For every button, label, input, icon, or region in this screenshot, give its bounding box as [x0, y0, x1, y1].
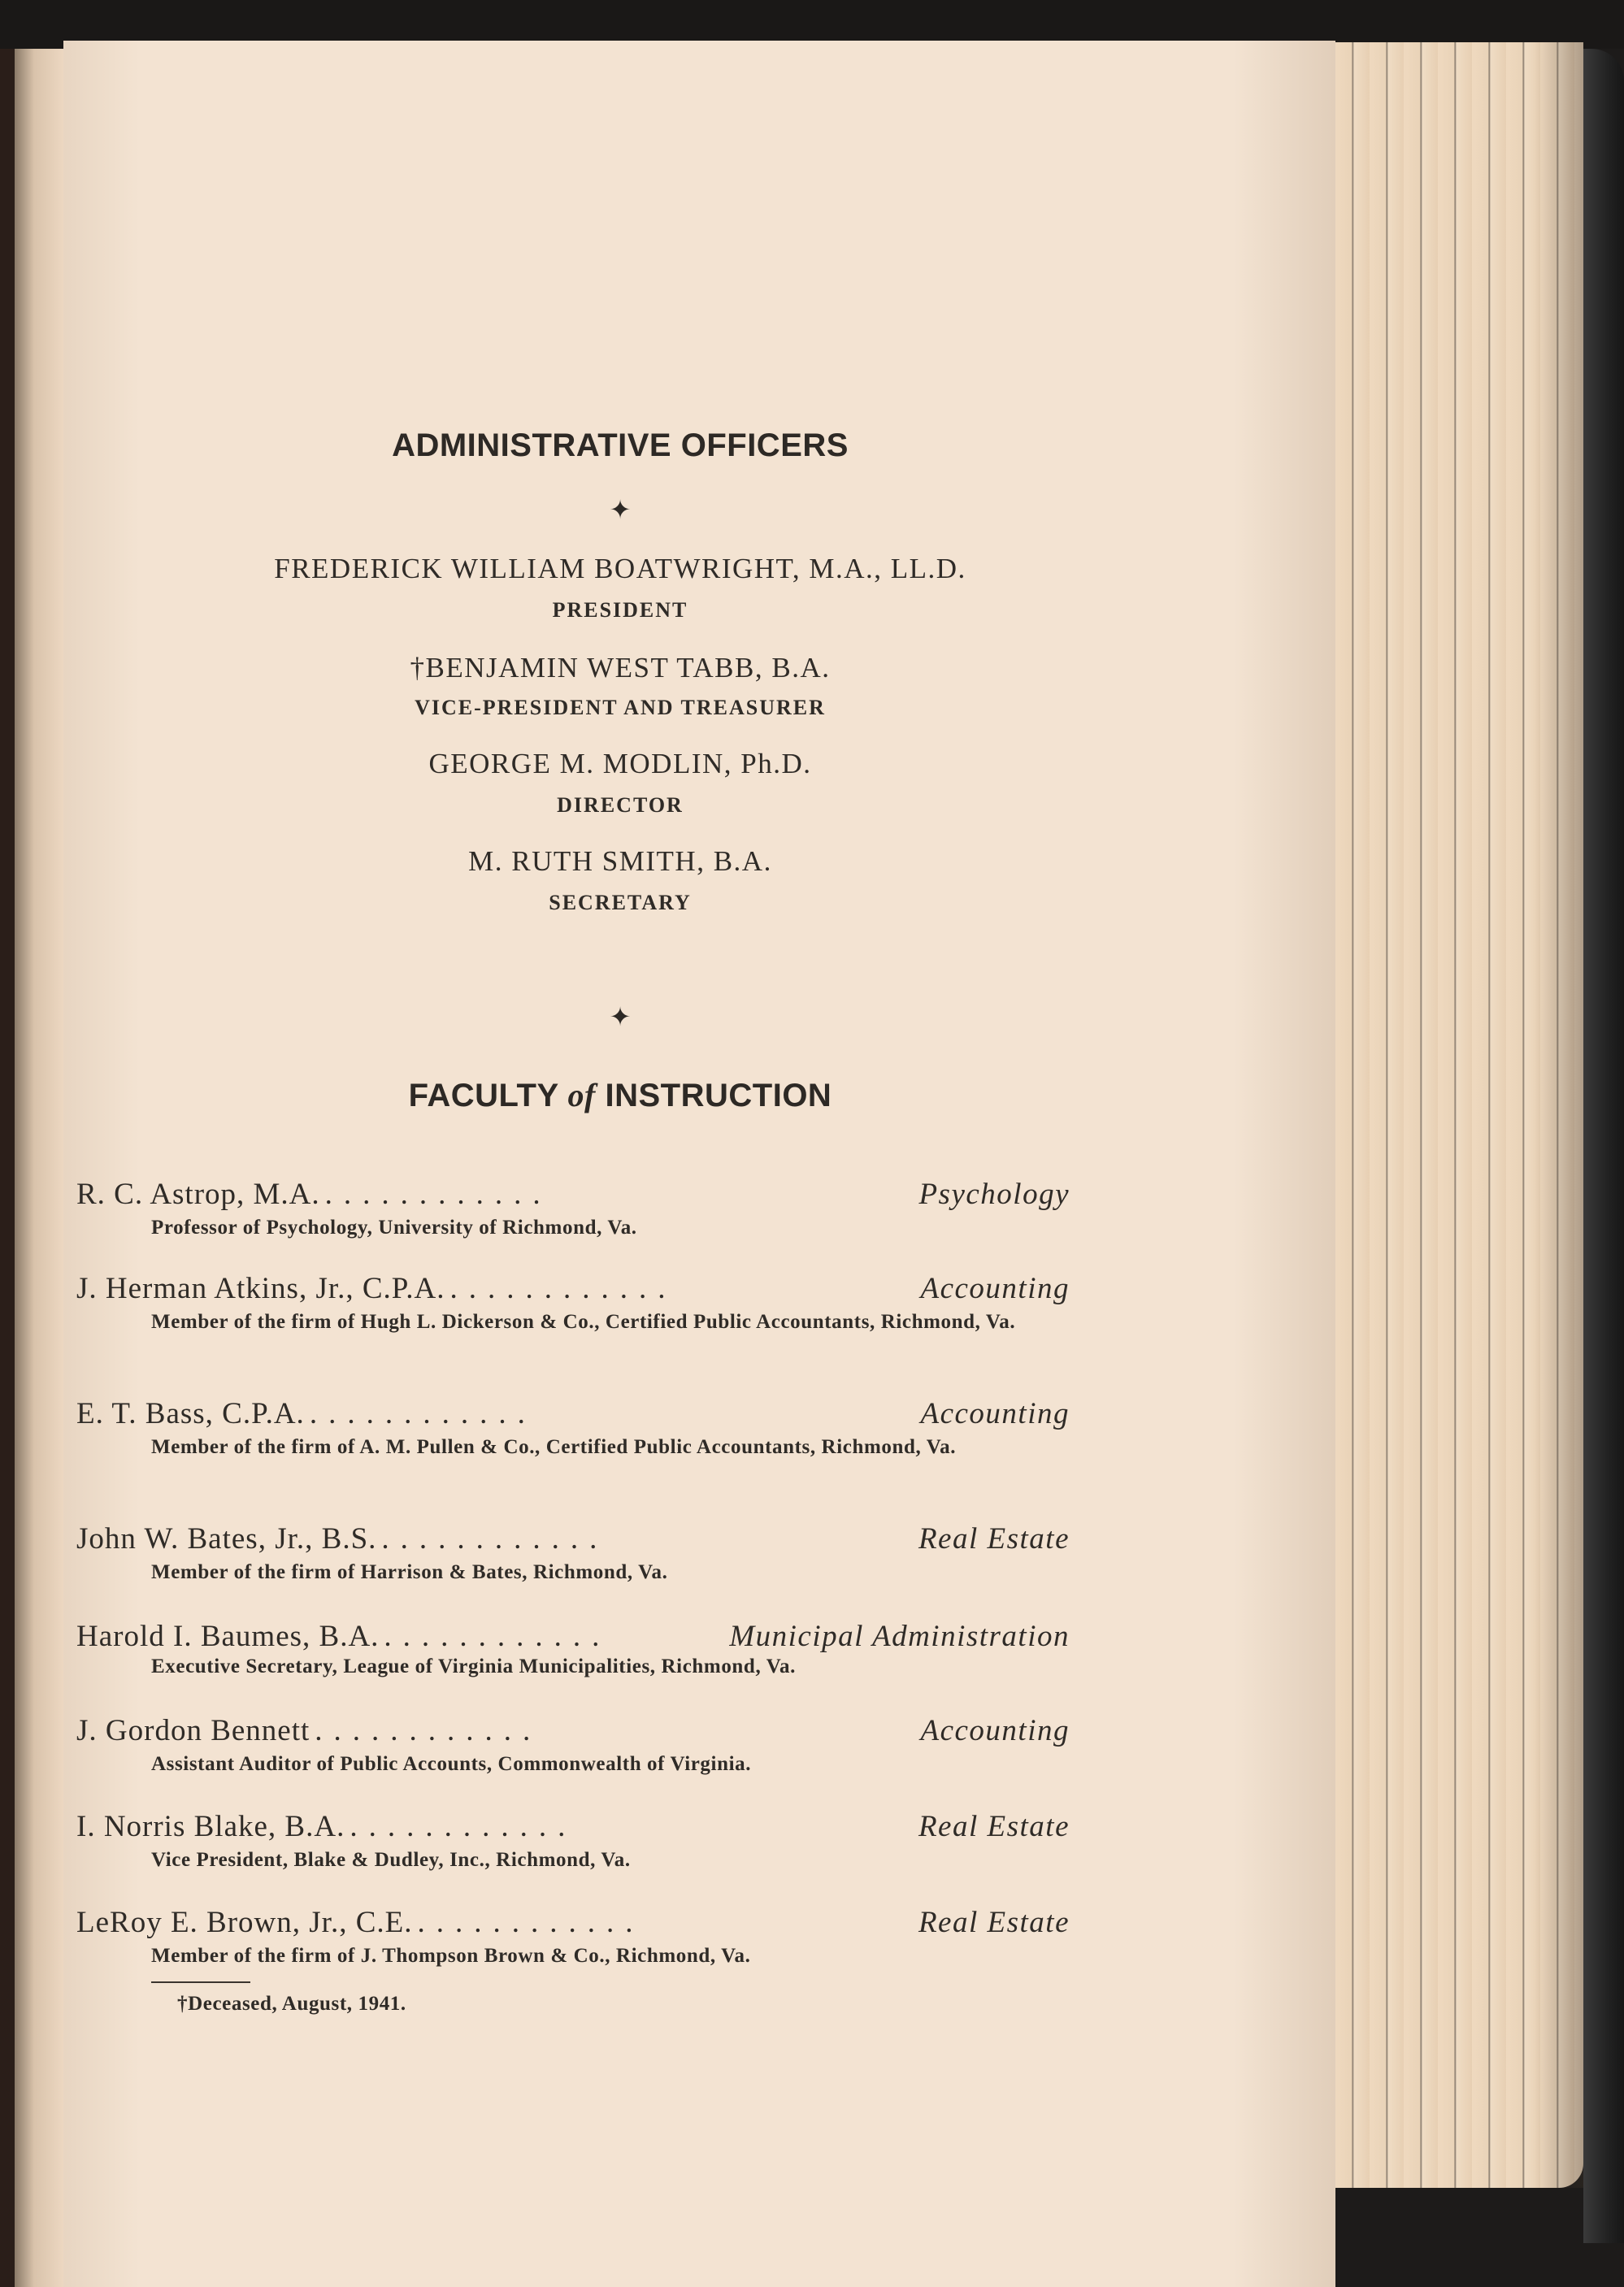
- faculty-name: J. Gordon Bennett: [76, 1714, 310, 1747]
- faculty-field: Real Estate: [918, 1810, 1070, 1843]
- dot-leader: ............: [449, 1272, 677, 1305]
- faculty-name: I. Norris Blake, B.A.: [76, 1810, 345, 1843]
- faculty-description: Executive Secretary, League of Virginia Municipalities, Richmond, Va.: [151, 1656, 796, 1677]
- officer-title: VICE-PRESIDENT AND TREASURER: [415, 696, 826, 719]
- faculty-entry: [76, 1521, 1070, 1585]
- faculty-description: Vice President, Blake & Dudley, Inc., Richmond, Va.: [151, 1849, 631, 1871]
- faculty-name: E. T. Bass, C.P.A.: [76, 1397, 305, 1430]
- page-gutter: [15, 49, 63, 2287]
- officer-name: †BENJAMIN WEST TABB, B.A.: [410, 652, 831, 683]
- officer-title: DIRECTOR: [557, 793, 684, 817]
- faculty-entry: [76, 1177, 1070, 1240]
- officer-name: FREDERICK WILLIAM BOATWRIGHT, M.A., LL.D.: [274, 553, 966, 584]
- officer-name: GEORGE M. MODLIN, Ph.D.: [428, 748, 812, 779]
- faculty-heading: [63, 1076, 1177, 1114]
- faculty-description: Member of the firm of J. Thompson Brown & Co., Richmond, Va.: [151, 1945, 751, 1967]
- book-page: [63, 41, 1335, 2287]
- faculty-field: Accounting: [920, 1272, 1070, 1305]
- page-edges: [1335, 42, 1583, 2188]
- officer-title: SECRETARY: [549, 891, 692, 914]
- faculty-field: Municipal Administration: [729, 1620, 1070, 1653]
- dot-leader: ............: [417, 1906, 645, 1939]
- faculty-description: Professor of Psychology, University of Richmond, Va.: [151, 1217, 637, 1239]
- faculty-heading-of: of: [567, 1077, 596, 1113]
- faculty-field: Real Estate: [918, 1906, 1070, 1939]
- dot-leader: ............: [315, 1714, 542, 1747]
- faculty-field: Real Estate: [918, 1522, 1070, 1556]
- faculty-description: Member of the firm of Hugh L. Dickerson & Co., Certified Public Accountants, Richmond, Va.: [151, 1311, 1016, 1333]
- faculty-description: Member of the firm of Harrison & Bates, Richmond, Va.: [151, 1561, 668, 1583]
- faculty-name: R. C. Astrop, M.A.: [76, 1178, 320, 1211]
- faculty-description: Member of the firm of A. M. Pullen & Co., Certified Public Accountants, Richmond, Va.: [151, 1436, 957, 1458]
- footnote: †Deceased, August, 1941.: [177, 1993, 406, 2015]
- officer-name: M. RUTH SMITH, B.A.: [468, 845, 772, 877]
- faculty-name: LeRoy E. Brown, Jr., C.E.: [76, 1906, 413, 1939]
- faculty-field: Accounting: [920, 1397, 1070, 1430]
- book-cover-left: [0, 49, 15, 2287]
- footnote-rule: [151, 1981, 250, 1983]
- faculty-entry: [76, 1396, 1070, 1460]
- faculty-name: Harold I. Baumes, B.A.: [76, 1620, 380, 1653]
- faculty-heading-a: FACULTY: [408, 1078, 558, 1113]
- faculty-name: J. Herman Atkins, Jr., C.P.A.: [76, 1272, 445, 1305]
- ornament-icon: ✦: [609, 1001, 632, 1032]
- dot-leader: ............: [324, 1178, 552, 1211]
- dot-leader: ............: [381, 1522, 609, 1556]
- faculty-name: John W. Bates, Jr., B.S.: [76, 1522, 377, 1556]
- faculty-entry: [76, 1619, 1070, 1679]
- ornament-icon: ✦: [609, 494, 632, 525]
- faculty-field: Psychology: [918, 1178, 1070, 1211]
- dot-leader: ............: [384, 1620, 611, 1653]
- faculty-entry: [76, 1809, 1070, 1873]
- faculty-entry: [76, 1713, 1070, 1777]
- admin-heading: ADMINISTRATIVE OFFICERS: [392, 427, 849, 463]
- faculty-heading-b: INSTRUCTION: [605, 1078, 832, 1113]
- faculty-entry: [76, 1905, 1070, 1968]
- dot-leader: ............: [350, 1810, 577, 1843]
- dot-leader: ............: [309, 1397, 536, 1430]
- faculty-field: Accounting: [920, 1714, 1070, 1747]
- book-cover-right: [1583, 49, 1624, 2243]
- faculty-entry: [76, 1271, 1070, 1334]
- officer-title: PRESIDENT: [552, 598, 688, 622]
- faculty-description: Assistant Auditor of Public Accounts, Commonwealth of Virginia.: [151, 1753, 752, 1775]
